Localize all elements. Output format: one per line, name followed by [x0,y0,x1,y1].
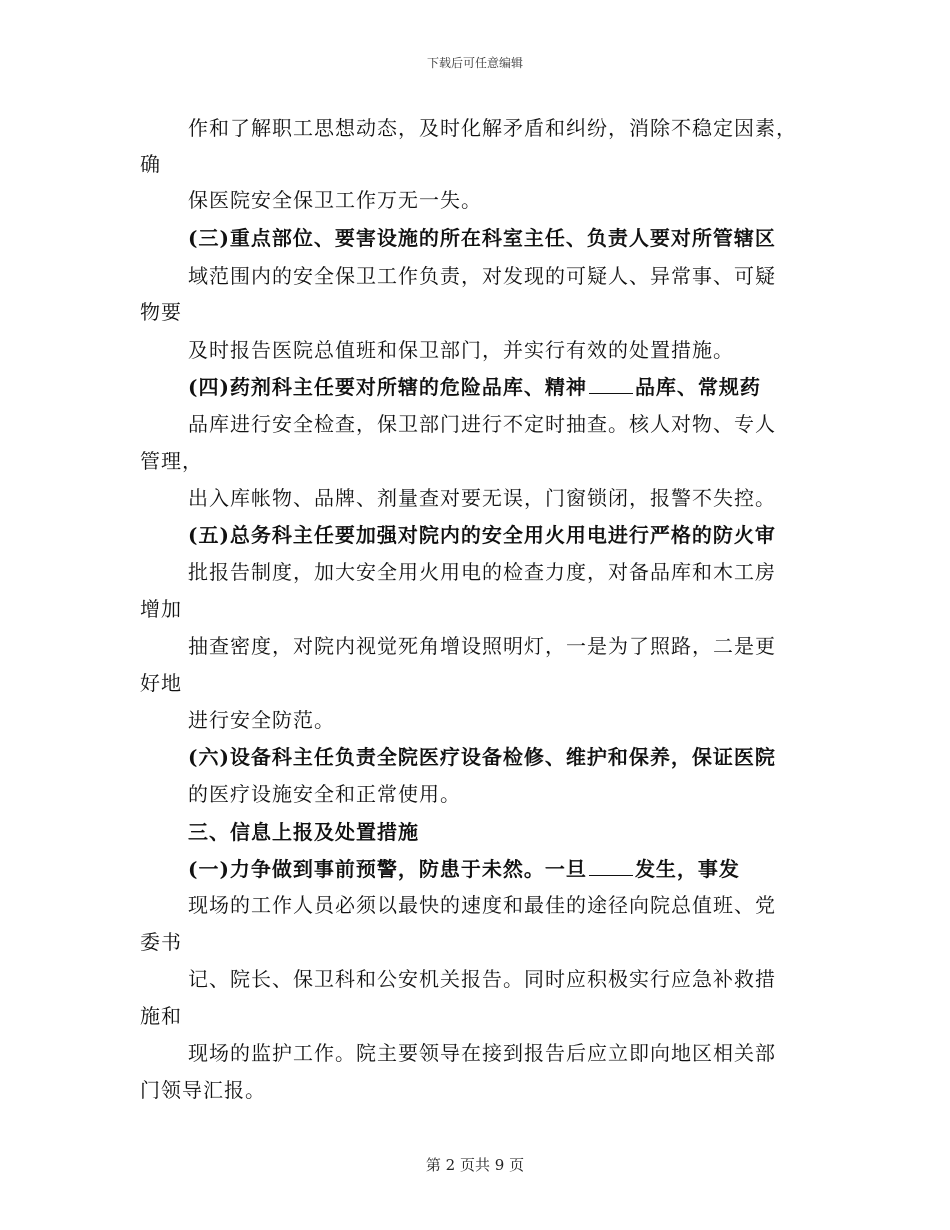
text-line: 现场的监护工作。院主要领导在接到报告后应立即向地区相关部 [188,1041,776,1065]
text-line: 品库进行安全检查，保卫部门进行不定时抽查。核人对物、专人 [188,412,776,436]
subheading-one-part2: 发生，事发 [634,857,740,881]
subheading-six: (六)设备科主任负责全院医疗设备检修、维护和保养，保证医院 [188,745,776,769]
text-line: 记、院长、保卫科和公安机关报告。同时应积极实行应急补救措 [188,967,776,991]
blank-underline [589,375,633,394]
text-line: 门领导汇报。 [140,1078,266,1102]
page-header: 下载后可任意编辑 [426,56,523,70]
subheading-four [188,375,761,399]
text-line: 批报告制度，加大安全用火用电的检查力度，对备品库和木工房 [188,560,776,584]
text-line: 委书 [140,930,182,954]
subheading-four-part1: (四)药剂科主任要对所辖的危险品库、精神 [188,375,587,399]
text-line: 作和了解职工思想动态，及时化解矛盾和纠纷，消除不稳定因素， [188,116,797,140]
text-line: 保医院安全保卫工作万无一失。 [188,188,482,212]
text-line: 施和 [140,1004,182,1028]
subheading-one [188,857,740,881]
text-line: 及时报告医院总值班和保卫部门，并实行有效的处置措施。 [188,338,734,362]
text-line: 物要 [140,300,182,324]
text-line: 管理， [140,449,203,473]
text-line: 抽查密度，对院内视觉死角增设照明灯，一是为了照路，二是更 [188,634,776,658]
subheading-one-part1: (一)力争做到事前预警，防患于未然。一旦 [188,857,587,881]
section-heading: 三、信息上报及处置措施 [188,820,419,844]
text-line: 好地 [140,671,182,695]
text-line: 的医疗设施安全和正常使用。 [188,782,461,806]
page-footer: 第 2 页共 9 页 [425,1156,525,1174]
text-line: 进行安全防范。 [188,708,335,732]
text-line: 现场的工作人员必须以最快的速度和最佳的途径向院总值班、党 [188,893,776,917]
subheading-three: (三)重点部位、要害设施的所在科室主任、负责人要对所管辖区 [188,226,776,250]
text-line: 域范围内的安全保卫工作负责，对发现的可疑人、异常事、可疑 [188,264,776,288]
subheading-four-part2: 品库、常规药 [634,375,761,399]
text-line: 出入库帐物、品牌、剂量查对要无误，门窗锁闭，报警不失控。 [188,486,776,510]
subheading-five: (五)总务科主任要加强对院内的安全用火用电进行严格的防火审 [188,523,776,547]
blank-underline [589,857,633,876]
text-line: 增加 [140,597,182,621]
text-line: 确 [140,152,161,176]
